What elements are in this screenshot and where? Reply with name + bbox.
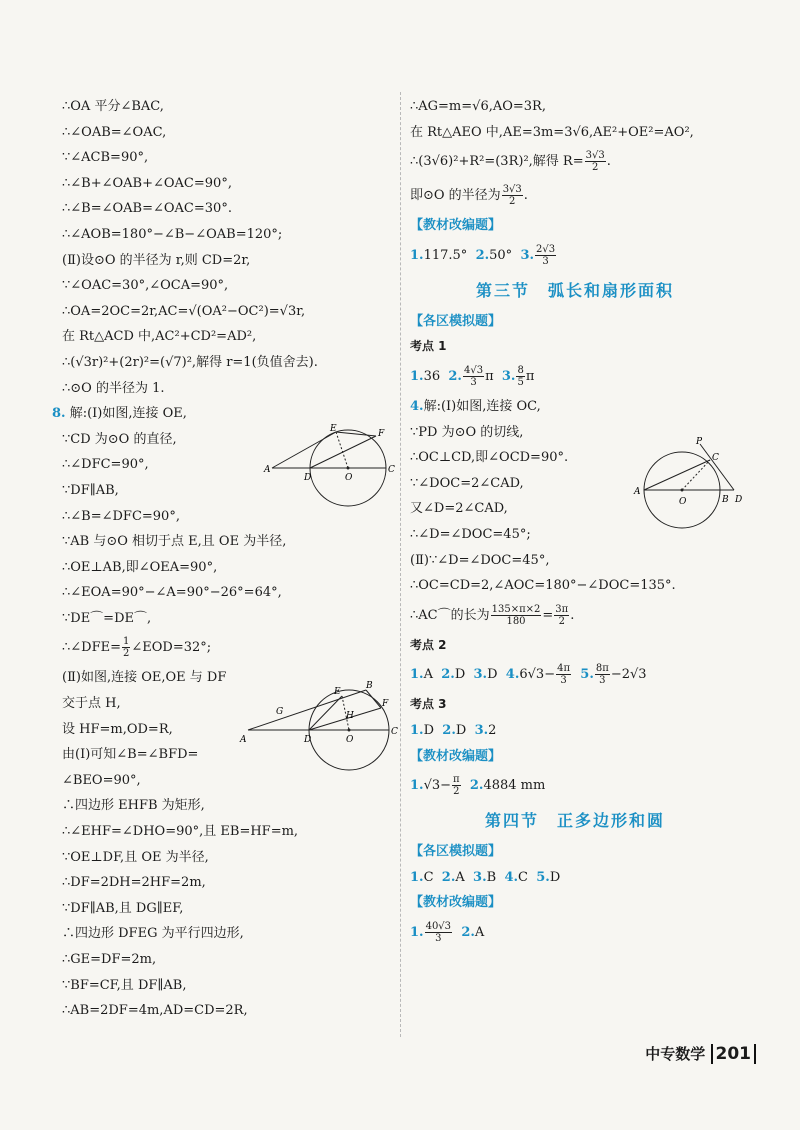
answer-row: 1.A 2.D 3.D 4.6√3− $\frac{4\pi}{3}$ 5. $\frac{8\pi}{3}$ −2√3 — [410, 663, 647, 687]
center-dot — [681, 489, 684, 492]
fraction: $\frac{1}{2}$ — [123, 636, 130, 660]
answer-row: 1.C 2.A 3.B 4.C 5.D — [410, 869, 561, 885]
topic-label: 考点 3 — [410, 697, 447, 712]
answer-row: 1.36 2. $\frac{4√3}{3}$ π 3. $\frac{8}{5}$ π — [410, 364, 535, 388]
page-number: 201 — [711, 1044, 757, 1064]
label-c: C — [388, 465, 395, 475]
answer-row: 1.117.5° 2.50° 3. $\frac{2√3}{3}$ — [410, 243, 556, 267]
line: ∴∠AOB=180°−∠B−∠OAB=120°; — [62, 226, 283, 242]
section-title-3: 第三节 弧长和扇形面积 — [475, 280, 674, 300]
line-oc — [682, 460, 710, 490]
column-divider — [400, 92, 401, 1037]
formula-line: 即⊙O 的半径为 $\frac{3√3}{2}$ . — [410, 184, 528, 208]
answer-row: 1. $\frac{40√3}{3}$ 2.A — [410, 920, 485, 944]
label-d: D — [304, 735, 312, 745]
fraction: $\frac{3√3}{2}$ — [502, 184, 522, 208]
line: ∴∠OAB=∠OAC, — [62, 124, 167, 140]
label-a: A — [240, 735, 247, 745]
line-ef — [336, 432, 376, 436]
label-h: H — [346, 711, 354, 721]
fraction: $\frac{3√3}{2}$ — [585, 150, 605, 174]
line: (Ⅱ)如图,连接 OE,OE 与 DF — [62, 670, 227, 686]
formula-line: ∴(3√6)²+R²=(3R)²,解得 R= $\frac{3√3}{2}$ . — [410, 150, 611, 174]
section-tag: 【各区模拟题】 — [410, 844, 502, 860]
line: 交于点 H, — [62, 696, 121, 712]
line: (Ⅱ)∵∠D=∠DOC=45°, — [410, 552, 550, 568]
line: ∴OC⊥CD,即∠OCD=90°. — [410, 450, 569, 466]
label-o: O — [346, 735, 354, 745]
fraction: $\frac{2√3}{3}$ — [536, 243, 556, 267]
question-number: 8. — [52, 406, 66, 422]
section-tag: 【教材改编题】 — [410, 218, 502, 234]
line: 解:(Ⅰ)如图,连接 OE, — [69, 406, 187, 422]
label-d: D — [304, 473, 312, 483]
line: ∵∠OAC=30°,∠OCA=90°, — [62, 278, 229, 294]
label-e: E — [334, 687, 341, 697]
formula-line: ∴AC⌒的长为 $\frac{135\times\pi\times 2}{180}$ = $\frac{3\pi}{2}$ . — [410, 603, 575, 627]
line: 设 HF=m,OD=R, — [62, 721, 173, 737]
line: 在 Rt△ACD 中,AC²+CD²=AD², — [62, 329, 257, 345]
label-f: F — [378, 429, 385, 439]
section-tag: 【教材改编题】 — [410, 748, 502, 764]
line: ∴DF=2DH=2HF=2m, — [62, 875, 206, 891]
line: ∵DF∥AB, — [62, 482, 119, 498]
left-column — [52, 94, 392, 1024]
line: ∴⊙O 的半径为 1. — [62, 380, 165, 396]
fraction: $\frac{135\times\pi\times 2}{180}$ — [491, 603, 541, 627]
fraction: $\frac{\pi}{2}$ — [453, 774, 460, 798]
line: ∴∠EOA=90°−∠A=90°−26°=64°, — [62, 585, 282, 601]
book-title: 中专数学 — [645, 1045, 706, 1063]
figure-circle-tangent-1 — [258, 422, 398, 518]
line: ∴∠DFC=90°, — [62, 457, 149, 473]
answer-row: 1.√3− $\frac{\pi}{2}$ 2.4884 mm — [410, 774, 546, 798]
label-f: F — [382, 699, 389, 709]
line: 由(Ⅰ)可知∠B=∠BFD= — [62, 747, 199, 763]
line: ∴∠EHF=∠DHO=90°,且 EB=HF=m, — [62, 824, 299, 840]
line: ∴四边形 DFEG 为平行四边形, — [62, 926, 244, 942]
section-tag: 【教材改编题】 — [410, 895, 502, 911]
center-dot — [347, 467, 350, 470]
line: ∴GE=DF=2m, — [62, 952, 157, 967]
figure-circle-tangent-3 — [630, 436, 745, 536]
page-footer — [645, 1043, 756, 1064]
line: ∴AB=2DF=4m,AD=CD=2R, — [62, 1003, 248, 1019]
line: ∵BF=CF,且 DF∥AB, — [62, 977, 187, 993]
fraction: $\frac{3\pi}{2}$ — [555, 603, 569, 627]
label-c: C — [391, 727, 398, 737]
line: ∵AB 与⊙O 相切于点 E,且 OE 为半径, — [62, 534, 287, 550]
line: 又∠D=2∠CAD, — [410, 501, 508, 517]
line: ∴∠B=∠DFC=90°, — [62, 508, 180, 524]
line: 在 Rt△AEO 中,AE=3m=3√6,AE²+OE²=AO², — [410, 124, 694, 140]
figure-circle-tangent-2 — [236, 678, 396, 783]
label-p: P — [696, 437, 703, 447]
fraction: $\frac{4√3}{3}$ — [463, 364, 484, 388]
line: ∵∠ACB=90°, — [62, 150, 149, 166]
label-o: O — [679, 497, 687, 507]
fraction: $\frac{8\pi}{3}$ — [595, 663, 609, 687]
label-g: G — [276, 707, 284, 717]
question-4-start: 4.解:(Ⅰ)如图,连接 OC, — [410, 398, 541, 414]
line: ∵∠DOC=2∠CAD, — [410, 475, 524, 491]
label-e: E — [330, 424, 337, 434]
line: ∵CD 为⊙O 的直径, — [62, 431, 177, 447]
fraction: $\frac{8}{5}$ — [517, 364, 524, 388]
label-d: D — [735, 495, 743, 505]
line: ∠BEO=90°, — [62, 772, 141, 788]
answer-row: 1.D 2.D 3.2 — [410, 722, 497, 738]
line: ∴∠B=∠OAB=∠OAC=30°. — [62, 201, 232, 217]
line: ∴OA 平分∠BAC, — [62, 99, 164, 114]
line: ∵OE⊥DF,且 OE 为半径, — [62, 849, 209, 865]
topic-label: 考点 1 — [410, 339, 447, 354]
line: ∴AG=m=√6,AO=3R, — [410, 99, 546, 114]
line: ∵PD 为⊙O 的切线, — [410, 424, 524, 440]
line: (Ⅱ)设⊙O 的半径为 r,则 CD=2r, — [62, 252, 251, 268]
line: ∴∠B+∠OAB+∠OAC=90°, — [62, 175, 232, 191]
label-a: A — [264, 465, 271, 475]
label-a: A — [634, 487, 641, 497]
label-c: C — [712, 453, 719, 463]
topic-label: 考点 2 — [410, 637, 447, 652]
line: ∵DF∥AB,且 DG∥EF, — [62, 900, 184, 916]
line: ∴四边形 EHFB 为矩形, — [62, 798, 205, 814]
line-bf — [366, 690, 381, 708]
line-pd — [700, 444, 734, 490]
line: ∴(√3r)²+(2r)²=(√7)²,解得 r=1(负值舍去). — [62, 354, 318, 370]
line: ∴OE⊥AB,即∠OEA=90°, — [62, 559, 218, 575]
line: ∴∠D=∠DOC=45°; — [410, 526, 531, 542]
fraction: $\frac{40√3}{3}$ — [425, 920, 452, 944]
label-b: B — [722, 495, 729, 505]
line-ae — [272, 432, 336, 468]
line: ∴OA=2OC=2r,AC=√(OA²−OC²)=√3r, — [62, 303, 306, 319]
line: ∴OC=CD=2,∠AOC=180°−∠DOC=135°. — [410, 578, 676, 594]
label-b: B — [366, 681, 373, 691]
line-ab — [248, 690, 366, 730]
formula-line: ∴∠DFE= $\frac{1}{2}$ ∠EOD=32°; — [62, 636, 212, 660]
label-o: O — [345, 473, 353, 483]
fraction: $\frac{4\pi}{3}$ — [557, 663, 571, 687]
section-title-4: 第四节 正多边形和圆 — [484, 811, 665, 831]
center-dot — [348, 729, 351, 732]
section-tag: 【各区模拟题】 — [410, 313, 502, 329]
line: ∵DE⌒=DE⌒, — [62, 610, 152, 626]
